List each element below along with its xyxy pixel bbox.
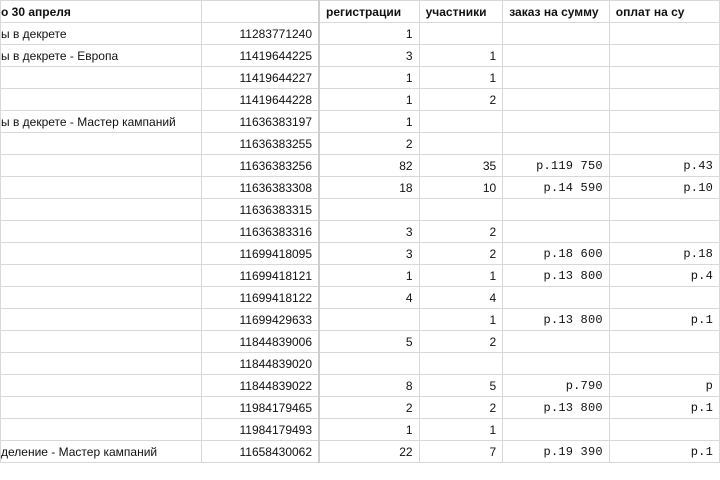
header-registrations[interactable]: регистрации — [319, 1, 419, 23]
cell-order-sum[interactable] — [503, 67, 610, 89]
cell-registrations[interactable]: 3 — [319, 221, 419, 243]
cell-registrations[interactable]: 1 — [319, 89, 419, 111]
cell-name[interactable] — [1, 419, 202, 441]
cell-name[interactable] — [1, 243, 202, 265]
cell-id[interactable]: 11984179493 — [201, 419, 319, 441]
table-row — [1, 419, 720, 441]
cell-paid-sum[interactable] — [609, 133, 719, 155]
cell-order-sum[interactable] — [503, 133, 610, 155]
cell-participants[interactable] — [419, 199, 503, 221]
cell-registrations[interactable]: 82 — [319, 155, 419, 177]
cell-registrations[interactable]: 2 — [319, 397, 419, 419]
cell-participants[interactable]: 2 — [419, 221, 503, 243]
cell-registrations[interactable]: 3 — [319, 45, 419, 67]
header-id[interactable] — [201, 1, 319, 23]
cell-paid-sum[interactable] — [609, 67, 719, 89]
table-row — [1, 133, 720, 155]
cell-name[interactable] — [1, 199, 202, 221]
cell-name[interactable] — [1, 309, 202, 331]
table-row — [1, 353, 720, 375]
cell-id[interactable]: 11699418095 — [201, 243, 319, 265]
cell-order-sum[interactable] — [503, 331, 610, 353]
header-participants[interactable]: участники — [419, 1, 503, 23]
cell-id[interactable]: 11419644228 — [201, 89, 319, 111]
cell-name[interactable] — [1, 331, 202, 353]
cell-order-sum[interactable] — [503, 199, 610, 221]
header-paid-sum[interactable]: оплат на су — [609, 1, 719, 23]
cell-order-sum[interactable] — [503, 45, 610, 67]
cell-id[interactable]: 11984179465 — [201, 397, 319, 419]
table-row — [1, 177, 720, 199]
table-row — [1, 89, 720, 111]
table-row — [1, 309, 720, 331]
cell-participants[interactable] — [419, 353, 503, 375]
cell-registrations[interactable]: 1 — [319, 111, 419, 133]
cell-registrations[interactable]: 8 — [319, 375, 419, 397]
table-row — [1, 243, 720, 265]
cell-id[interactable]: 11699429633 — [201, 309, 319, 331]
cell-participants[interactable]: 1 — [419, 309, 503, 331]
cell-id[interactable]: 11419644227 — [201, 67, 319, 89]
cell-paid-sum[interactable]: р.1 — [609, 309, 719, 331]
cell-participants[interactable]: 4 — [419, 287, 503, 309]
cell-registrations[interactable]: 2 — [319, 133, 419, 155]
cell-name[interactable]: деление - Мастер кампаний — [1, 441, 202, 463]
cell-name[interactable] — [1, 375, 202, 397]
cell-registrations[interactable]: 1 — [319, 23, 419, 45]
cell-registrations[interactable] — [319, 353, 419, 375]
cell-registrations[interactable]: 1 — [319, 67, 419, 89]
cell-id[interactable]: 11419644225 — [201, 45, 319, 67]
table-row — [1, 265, 720, 287]
cell-registrations[interactable] — [319, 199, 419, 221]
table-row — [1, 67, 720, 89]
cell-name[interactable] — [1, 133, 202, 155]
cell-paid-sum[interactable] — [609, 111, 719, 133]
cell-paid-sum[interactable] — [609, 23, 719, 45]
cell-order-sum[interactable]: р.790 — [503, 375, 610, 397]
cell-paid-sum[interactable]: р.18 — [609, 243, 719, 265]
table-row — [1, 221, 720, 243]
cell-name[interactable] — [1, 287, 202, 309]
cell-paid-sum[interactable]: р.10 — [609, 177, 719, 199]
cell-registrations[interactable]: 1 — [319, 265, 419, 287]
cell-id[interactable]: 11658430062 — [201, 441, 319, 463]
cell-name[interactable]: ы в декрете - Мастер кампаний — [1, 111, 202, 133]
cell-name[interactable] — [1, 353, 202, 375]
table-row — [1, 155, 720, 177]
table-row — [1, 331, 720, 353]
cell-order-sum[interactable]: р.14 590 — [503, 177, 610, 199]
cell-id[interactable]: 11699418121 — [201, 265, 319, 287]
cell-participants[interactable]: 5 — [419, 375, 503, 397]
cell-registrations[interactable] — [319, 309, 419, 331]
table-row — [1, 375, 720, 397]
cell-name[interactable] — [1, 397, 202, 419]
cell-paid-sum[interactable]: р.1 — [609, 441, 719, 463]
cell-order-sum[interactable]: р.13 800 — [503, 309, 610, 331]
cell-participants[interactable]: 2 — [419, 397, 503, 419]
cell-paid-sum[interactable] — [609, 287, 719, 309]
header-row — [1, 1, 720, 23]
cell-name[interactable] — [1, 177, 202, 199]
cell-participants[interactable]: 1 — [419, 419, 503, 441]
cell-order-sum[interactable] — [503, 111, 610, 133]
cell-paid-sum[interactable] — [609, 419, 719, 441]
cell-id[interactable]: 11636383255 — [201, 133, 319, 155]
cell-id[interactable]: 11636383308 — [201, 177, 319, 199]
cell-name[interactable] — [1, 155, 202, 177]
table-row — [1, 45, 720, 67]
cell-participants[interactable]: 2 — [419, 89, 503, 111]
cell-id[interactable]: 11844839006 — [201, 331, 319, 353]
cell-registrations[interactable]: 22 — [319, 441, 419, 463]
table-row — [1, 23, 720, 45]
cell-id[interactable]: 11636383315 — [201, 199, 319, 221]
cell-participants[interactable]: 1 — [419, 67, 503, 89]
cell-name[interactable]: ы в декрете - Европа — [1, 45, 202, 67]
cell-order-sum[interactable]: р.19 390 — [503, 441, 610, 463]
table-row — [1, 287, 720, 309]
cell-participants[interactable]: 2 — [419, 331, 503, 353]
header-name[interactable]: о 30 апреля — [1, 1, 202, 23]
table-row — [1, 397, 720, 419]
cell-paid-sum[interactable]: р.43 — [609, 155, 719, 177]
cell-registrations[interactable]: 1 — [319, 419, 419, 441]
cell-order-sum[interactable] — [503, 221, 610, 243]
cell-name[interactable] — [1, 67, 202, 89]
cell-participants[interactable]: 1 — [419, 45, 503, 67]
cell-registrations[interactable]: 4 — [319, 287, 419, 309]
cell-paid-sum[interactable] — [609, 199, 719, 221]
cell-id[interactable]: 11699418122 — [201, 287, 319, 309]
cell-order-sum[interactable] — [503, 23, 610, 45]
cell-paid-sum[interactable]: р — [609, 375, 719, 397]
cell-order-sum[interactable] — [503, 353, 610, 375]
cell-participants[interactable] — [419, 23, 503, 45]
table-row — [1, 199, 720, 221]
cell-participants[interactable]: 2 — [419, 243, 503, 265]
cell-id[interactable]: 11636383316 — [201, 221, 319, 243]
cell-name[interactable]: ы в декрете — [1, 23, 202, 45]
cell-name[interactable] — [1, 89, 202, 111]
cell-id[interactable]: 11283771240 — [201, 23, 319, 45]
cell-order-sum[interactable]: р.13 800 — [503, 265, 610, 287]
cell-id[interactable]: 11636383256 — [201, 155, 319, 177]
cell-name[interactable] — [1, 265, 202, 287]
cell-participants[interactable]: 10 — [419, 177, 503, 199]
cell-paid-sum[interactable] — [609, 331, 719, 353]
cell-id[interactable]: 11844839020 — [201, 353, 319, 375]
cell-id[interactable]: 11844839022 — [201, 375, 319, 397]
cell-paid-sum[interactable]: р.4 — [609, 265, 719, 287]
cell-order-sum[interactable]: р.13 800 — [503, 397, 610, 419]
cell-participants[interactable] — [419, 133, 503, 155]
cell-order-sum[interactable] — [503, 89, 610, 111]
cell-order-sum[interactable] — [503, 419, 610, 441]
cell-paid-sum[interactable] — [609, 353, 719, 375]
cell-paid-sum[interactable] — [609, 221, 719, 243]
cell-participants[interactable]: 1 — [419, 265, 503, 287]
header-order-sum[interactable]: заказ на сумму — [503, 1, 610, 23]
cell-participants[interactable] — [419, 111, 503, 133]
cell-id[interactable]: 11636383197 — [201, 111, 319, 133]
cell-participants[interactable]: 35 — [419, 155, 503, 177]
cell-name[interactable] — [1, 221, 202, 243]
cell-registrations[interactable]: 18 — [319, 177, 419, 199]
cell-registrations[interactable]: 3 — [319, 243, 419, 265]
cell-order-sum[interactable]: р.18 600 — [503, 243, 610, 265]
table-row — [1, 441, 720, 463]
cell-participants[interactable]: 7 — [419, 441, 503, 463]
cell-order-sum[interactable] — [503, 287, 610, 309]
cell-registrations[interactable]: 5 — [319, 331, 419, 353]
cell-paid-sum[interactable] — [609, 89, 719, 111]
table-row — [1, 111, 720, 133]
cell-paid-sum[interactable]: р.1 — [609, 397, 719, 419]
cell-order-sum[interactable]: р.119 750 — [503, 155, 610, 177]
cell-paid-sum[interactable] — [609, 45, 719, 67]
